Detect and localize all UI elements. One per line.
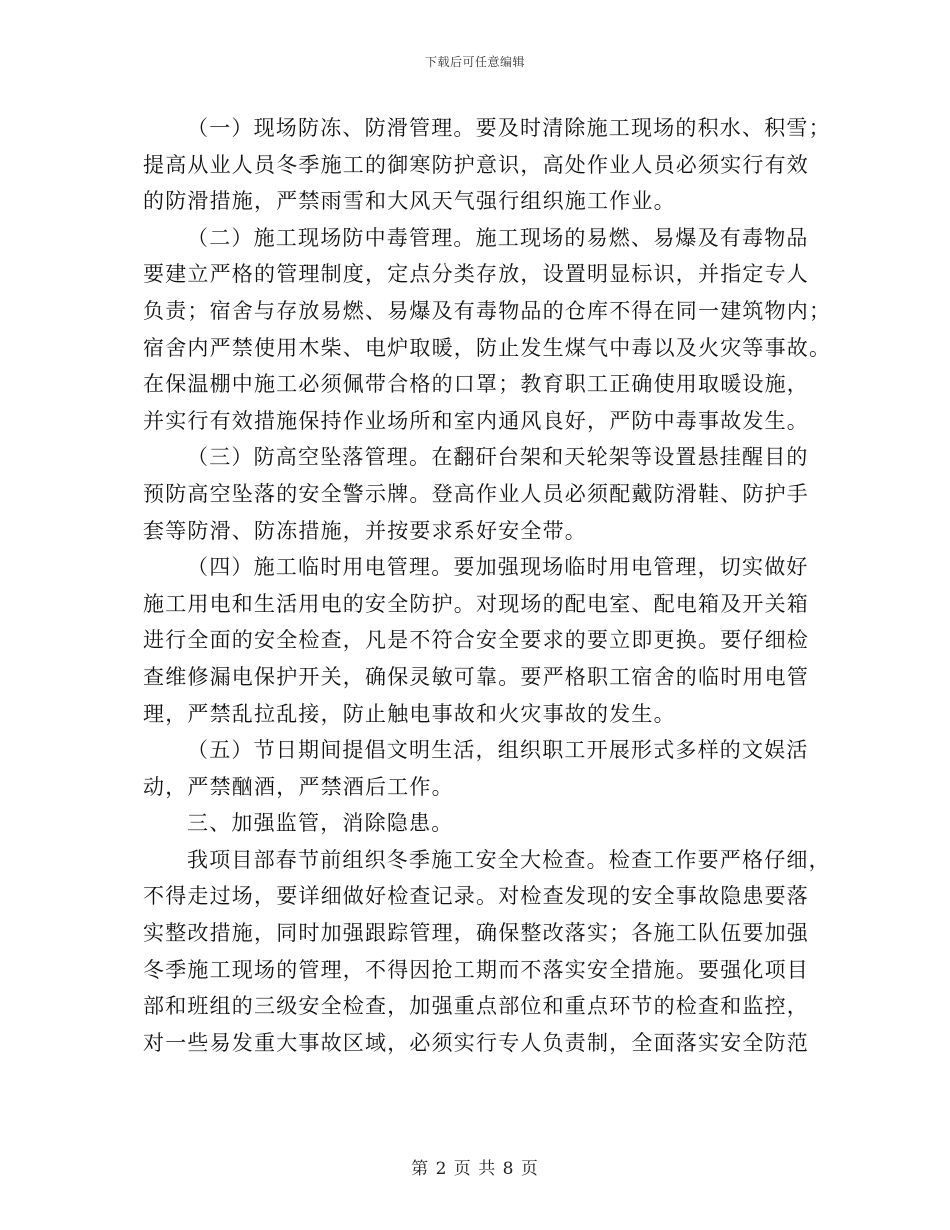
paragraph-line: 动，严禁酗酒，严禁酒后工作。	[143, 774, 454, 799]
paragraph-line: 实整改措施，同时加强跟踪管理，确保整改落实；各施工队伍要加强	[143, 921, 809, 946]
paragraph-line: 预防高空坠落的安全警示牌。登高作业人员必须配戴防滑鞋、防护手	[143, 481, 809, 506]
section-heading: 三、加强监管，消除隐患。	[187, 811, 454, 836]
paragraph-line: 在保温棚中施工必须佩带合格的口罩；教育职工正确使用取暖设施，	[143, 372, 809, 397]
paragraph-line: （五）节日期间提倡文明生活，组织职工开展形式多样的文娱活	[187, 738, 809, 763]
document-body	[143, 110, 832, 1061]
paragraph-line: 不得走过场，要详细做好检查记录。对检查发现的安全事故隐患要落	[143, 884, 809, 909]
paragraph-line: 进行全面的安全检查，凡是不符合安全要求的要立即更换。要仔细检	[143, 628, 809, 653]
paragraph-line: （三）防高空坠落管理。在翻矸台架和天轮架等设置悬挂醒目的	[187, 445, 809, 470]
page-header: 下载后可任意编辑	[424, 55, 525, 69]
page-number: 第 2 页 共 8 页	[411, 1159, 539, 1179]
paragraph-line: 的防滑措施，严禁雨雪和大风天气强行组织施工作业。	[143, 189, 676, 214]
paragraph-line: 提高从业人员冬季施工的御寒防护意识，高处作业人员必须实行有效	[143, 152, 809, 177]
paragraph-line: 施工用电和生活用电的安全防护。对现场的配电室、配电箱及开关箱	[143, 591, 809, 616]
paragraph-line: 我项目部春节前组织冬季施工安全大检查。检查工作要严格仔细，	[187, 847, 831, 872]
paragraph-line: （二）施工现场防中毒管理。施工现场的易燃、易爆及有毒物品	[187, 225, 809, 250]
paragraph-line: 宿舍内严禁使用木柴、电炉取暖，防止发生煤气中毒以及火灾等事故。	[143, 335, 832, 360]
paragraph-line: 套等防滑、防冻措施，并按要求系好安全带。	[143, 518, 587, 543]
paragraph-line: 部和班组的三级安全检查，加强重点部位和重点环节的检查和监控，	[143, 994, 809, 1019]
paragraph-line: （一）现场防冻、防滑管理。要及时清除施工现场的积水、积雪；	[187, 116, 831, 140]
paragraph-line: 负责；宿舍与存放易燃、易爆及有毒物品的仓库不得在同一建筑物内；	[143, 298, 832, 323]
paragraph-line: 要建立严格的管理制度，定点分类存放，设置明显标识，并指定专人	[143, 262, 809, 287]
paragraph-line: （四）施工临时用电管理。要加强现场临时用电管理，切实做好	[187, 555, 809, 580]
paragraph-line: 并实行有效措施保持作业场所和室内通风良好，严防中毒事故发生。	[143, 408, 809, 433]
paragraph-line: 冬季施工现场的管理，不得因抢工期而不落实安全措施。要强化项目	[143, 957, 809, 982]
paragraph-line: 对一些易发重大事故区域，必须实行专人负责制，全面落实安全防范	[143, 1030, 809, 1055]
paragraph-line: 理，严禁乱拉乱接，防止触电事故和火灾事故的发生。	[143, 701, 676, 726]
paragraph-line: 查维修漏电保护开关，确保灵敏可靠。要严格职工宿舍的临时用电管	[143, 664, 809, 689]
